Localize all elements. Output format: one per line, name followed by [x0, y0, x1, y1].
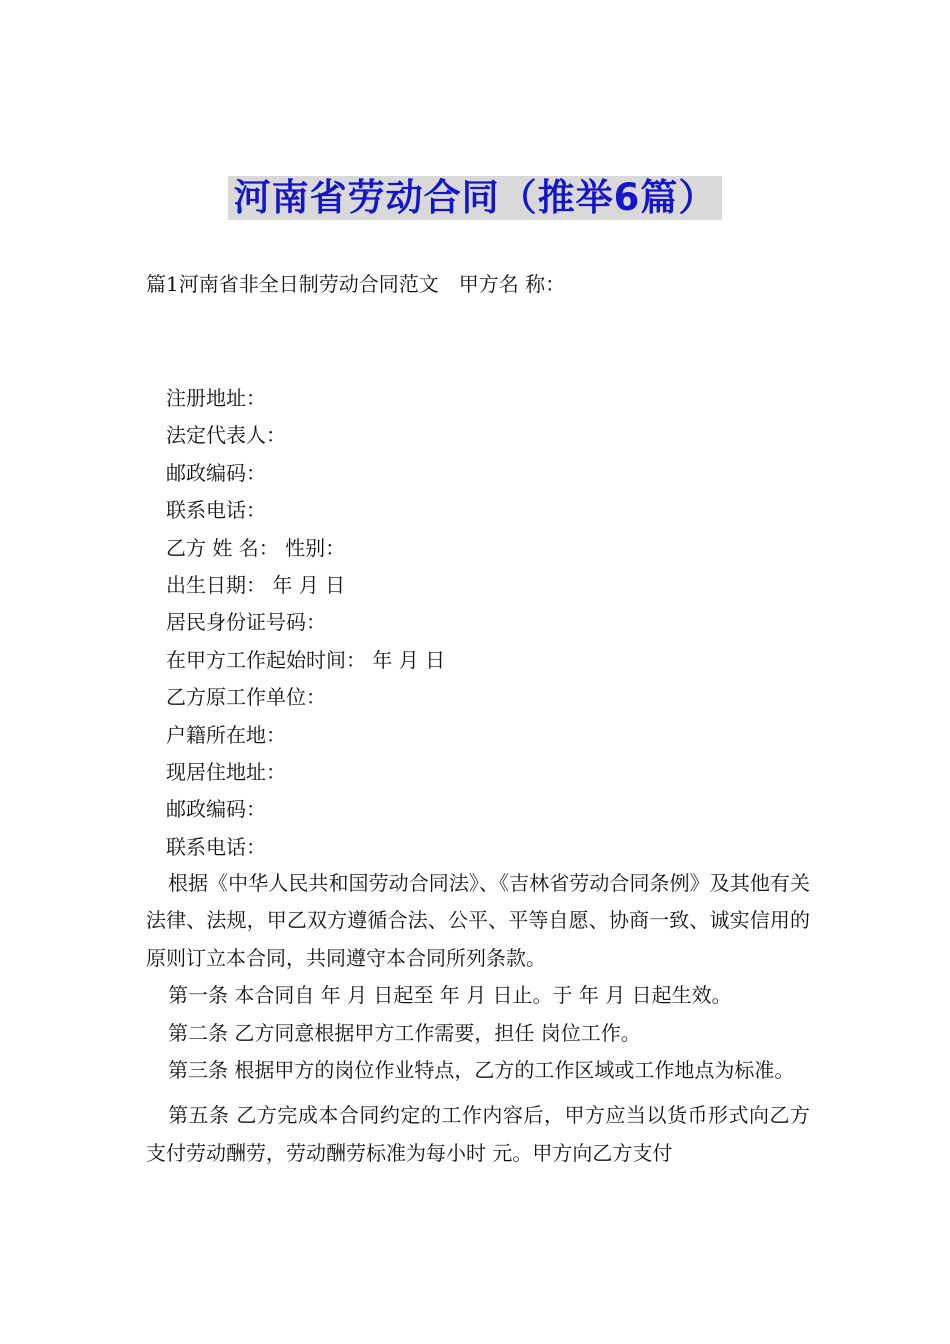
paragraph-article-3: 第三条 根据甲方的岗位作业特点，乙方的工作区域或工作地点为标准。	[168, 1058, 795, 1083]
intro-line: 篇1河南省非全日制劳动合同范文 甲方名 称：	[146, 272, 566, 296]
field-household-registration: 户籍所在地：	[166, 722, 286, 747]
field-registered-address: 注册地址：	[166, 386, 266, 410]
field-start-time: 在甲方工作起始时间： 年 月 日	[166, 647, 446, 672]
field-id-number: 居民身份证号码：	[166, 610, 326, 635]
paragraph-article-2: 第二条 乙方同意根据甲方工作需要，担任 岗位工作。	[168, 1020, 641, 1045]
field-legal-representative: 法定代表人：	[166, 423, 286, 448]
field-postal-code-2: 邮政编码：	[166, 797, 266, 822]
field-name-gender: 乙方 姓 名： 性别：	[166, 535, 346, 560]
field-current-address: 现居住地址：	[166, 760, 286, 785]
paragraph-article-5: 第五条 乙方完成本合同约定的工作内容后，甲方应当以货币形式向乙方支付劳动酬劳，劳动酬劳标准为每小时 元。甲方向乙方支付	[146, 1103, 810, 1165]
field-phone-2: 联系电话：	[166, 834, 266, 859]
document-title: 河南省劳动合同（推举6篇）	[228, 176, 723, 220]
field-phone: 联系电话：	[166, 498, 266, 523]
field-birth-date: 出生日期： 年 月 日	[166, 573, 346, 598]
field-previous-employer: 乙方原工作单位：	[166, 685, 326, 710]
title-container	[0, 176, 950, 220]
paragraph-preamble: 根据《中华人民共和国劳动合同法》、《吉林省劳动合同条例》及其他有关法律、法规，甲乙双方遵循合法、公平、平等自愿、协商一致、诚实信用的原则订立本合同，共同遵守本合同所列条款。	[146, 871, 810, 970]
field-postal-code: 邮政编码：	[166, 460, 266, 485]
field-list	[166, 380, 445, 866]
paragraph-article-1: 第一条 本合同自 年 月 日起至 年 月 日止。于 年 月 日起生效。	[168, 983, 732, 1008]
contract-body	[146, 865, 810, 1172]
